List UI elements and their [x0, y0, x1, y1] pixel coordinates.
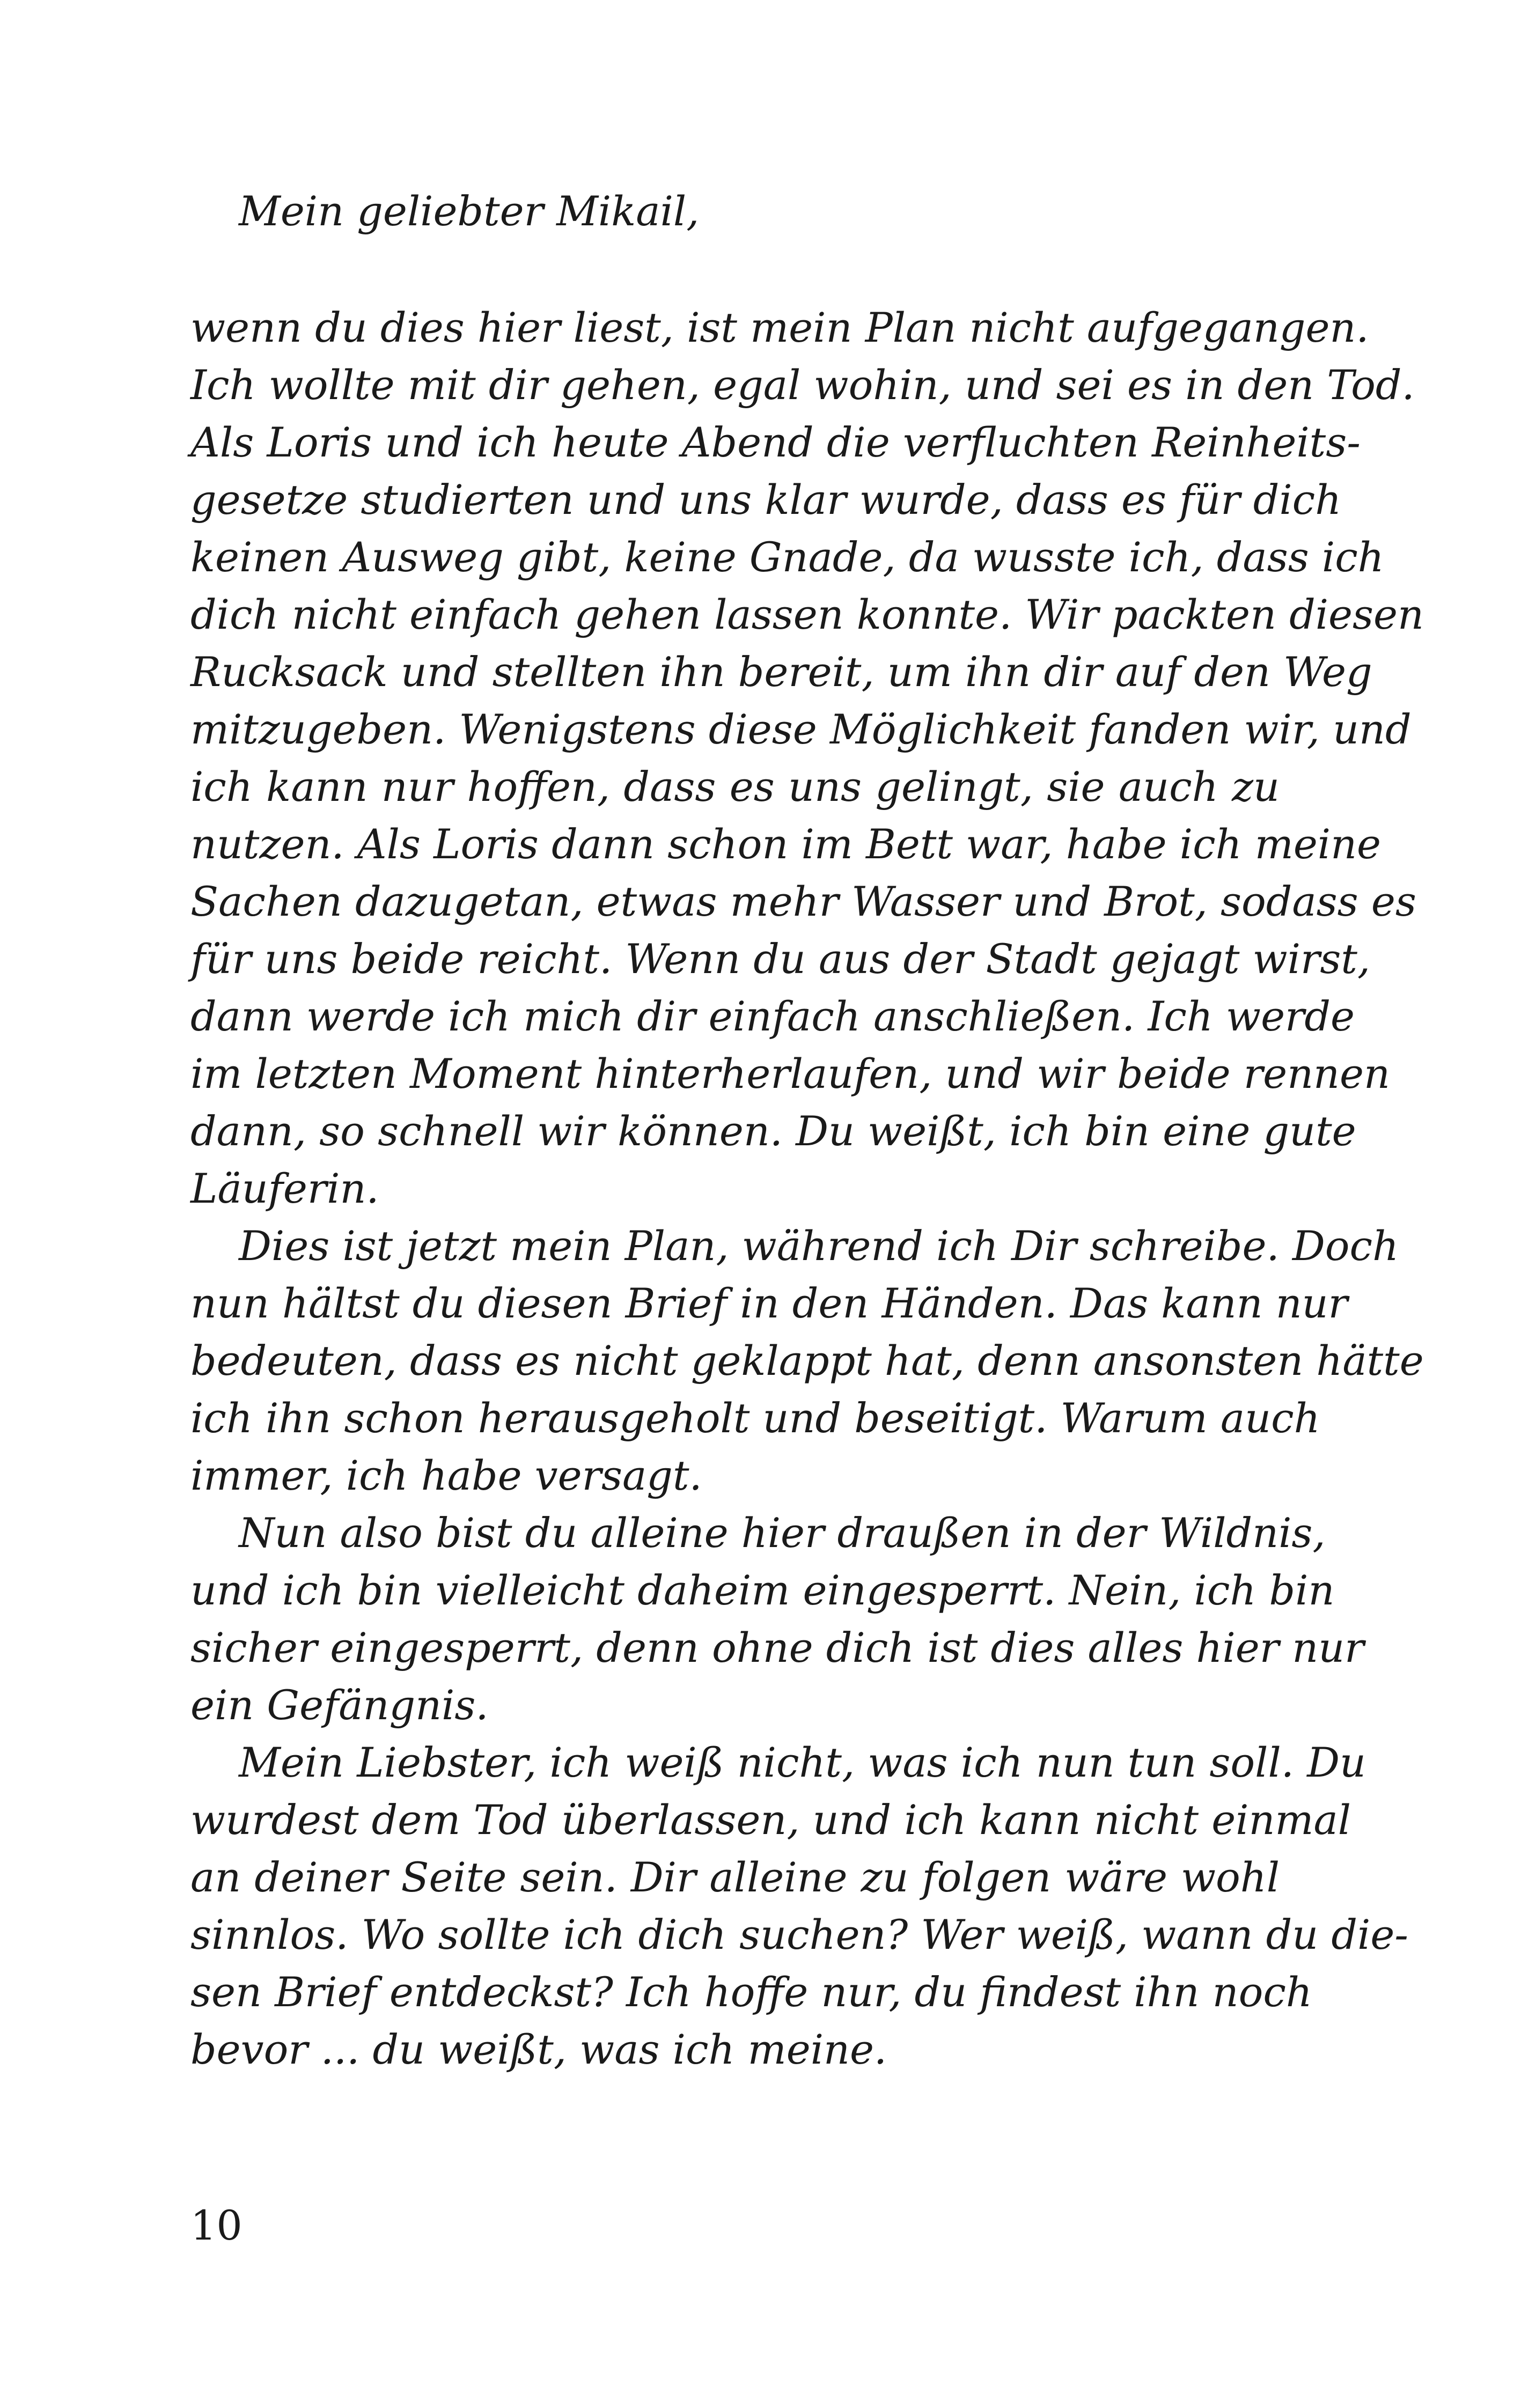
text-line: mitzugeben. Wenigstens diese Möglichkeit fanden wir, und	[190, 705, 1412, 753]
text-line: ein Gefängnis.	[190, 1681, 489, 1729]
text-line: sinnlos. Wo sollte ich dich suchen? Wer weiß, wann du die-	[190, 1911, 1408, 1958]
text-line: für uns beide reicht. Wenn du aus der Stadt gejagt wirst,	[190, 935, 1371, 983]
text-line: wenn du dies hier liest, ist mein Plan nicht aufgegangen.	[190, 304, 1369, 351]
text-line: sen Brief entdeckst? Ich hoffe nur, du findest ihn noch	[190, 1968, 1312, 2016]
text-line: nutzen. Als Loris dann schon im Bett war, habe ich meine	[190, 820, 1382, 868]
text-line: bevor ... du weißt, was ich meine.	[190, 2026, 887, 2073]
text-line: gesetze studierten und uns klar wurde, dass es für dich	[190, 476, 1342, 524]
text-line: dann werde ich mich dir einfach anschließen. Ich werde	[190, 992, 1355, 1040]
letter-body	[190, 299, 1424, 2078]
page-number: 10	[190, 2201, 243, 2249]
text-line: und ich bin vielleicht daheim eingesperrt. Nein, ich bin	[190, 1566, 1335, 1614]
text-line: Als Loris und ich heute Abend die verfluchten Reinheits-	[190, 418, 1361, 466]
text-line: im letzten Moment hinterherlaufen, und wir beide rennen	[190, 1050, 1390, 1098]
text-line: Sachen dazugetan, etwas mehr Wasser und Brot, sodass es	[190, 878, 1416, 925]
text-line: immer, ich habe versagt.	[190, 1452, 702, 1499]
letter-salutation: Mein geliebter Mikail,	[239, 187, 700, 235]
text-line: sicher eingesperrt, denn ohne dich ist dies alles hier nur	[190, 1624, 1364, 1671]
paragraph	[190, 299, 1424, 1217]
text-line: Mein Liebster, ich weiß nicht, was ich nun tun soll. Du	[239, 1739, 1366, 1786]
text-line: Rucksack und stellten ihn bereit, um ihn dir auf den Weg	[190, 648, 1372, 696]
paragraph	[190, 1504, 1364, 1734]
text-line: Ich wollte mit dir gehen, egal wohin, und sei es in den Tod.	[190, 361, 1415, 409]
text-line: wurdest dem Tod überlassen, und ich kann nicht einmal	[190, 1796, 1351, 1844]
text-line: Läuferin.	[190, 1165, 379, 1212]
text-line: keinen Ausweg gibt, keine Gnade, da wusste ich, dass ich	[190, 533, 1384, 581]
text-line: nun hältst du diesen Brief in den Händen. Das kann nur	[190, 1279, 1348, 1327]
paragraph	[190, 1734, 1408, 2078]
text-line: dann, so schnell wir können. Du weißt, ich bin eine gute	[190, 1107, 1356, 1155]
text-line: an deiner Seite sein. Dir alleine zu folgen wäre wohl	[190, 1853, 1280, 1901]
text-line: Dies ist jetzt mein Plan, während ich Dir schreibe. Doch	[239, 1222, 1399, 1270]
text-line: dich nicht einfach gehen lassen konnte. Wir packten diesen	[190, 591, 1424, 638]
text-line: ich ihn schon herausgeholt und beseitigt. Warum auch	[190, 1394, 1320, 1442]
text-line: Nun also bist du alleine hier draußen in der Wildnis,	[239, 1509, 1326, 1557]
text-line: ich kann nur hoffen, dass es uns gelingt, sie auch zu	[190, 763, 1280, 811]
letter-text	[190, 182, 1424, 2078]
paragraph	[190, 1217, 1424, 1504]
text-line: bedeuten, dass es nicht geklappt hat, denn ansonsten hätte	[190, 1337, 1424, 1385]
